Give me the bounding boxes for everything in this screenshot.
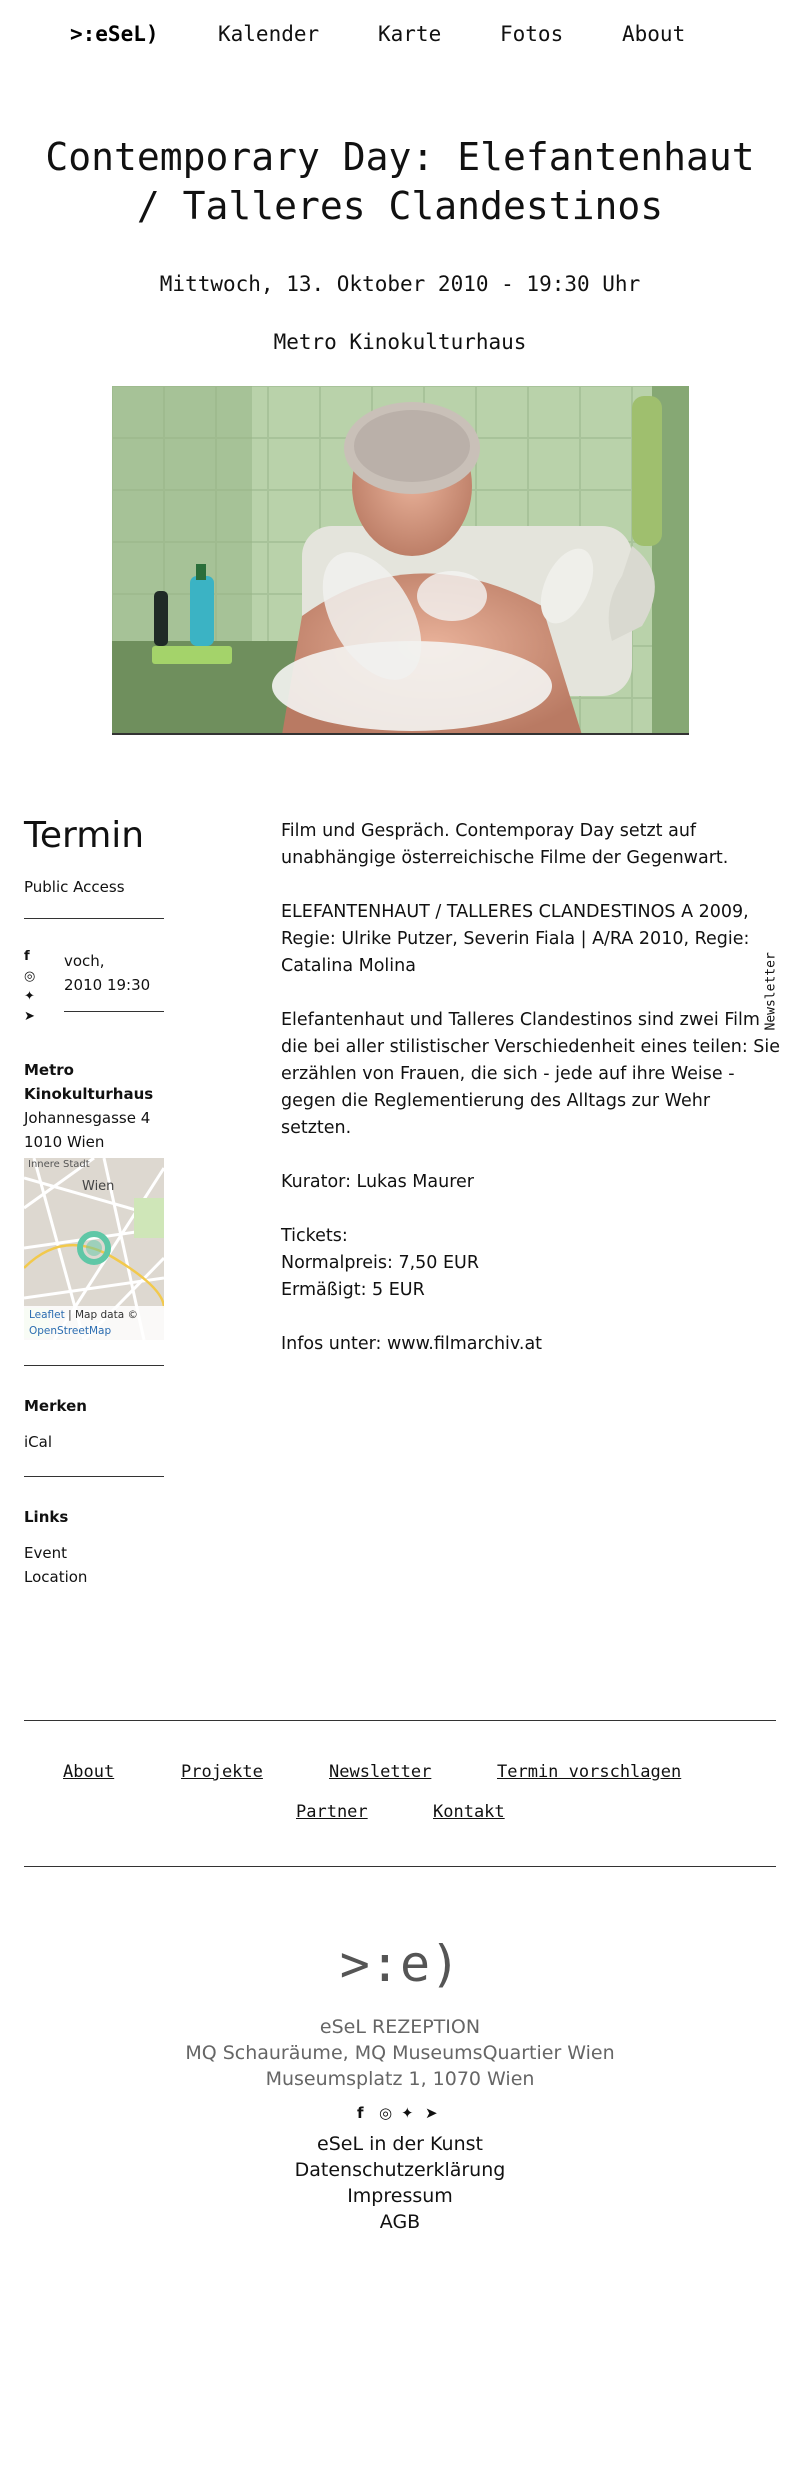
- twitter-icon[interactable]: ✦: [401, 2104, 414, 2122]
- event-location: Metro Kinokulturhaus: [273, 330, 527, 354]
- nav-link-kalender[interactable]: Kalender: [218, 22, 320, 46]
- description-intro: Film und Gespräch. Contemporay Day setzt auf unabhängige österreichische Filme der Gegenwart.: [281, 821, 729, 868]
- sidebar-date-line-2: 2010 19:30: [64, 976, 151, 994]
- instagram-icon[interactable]: ◎: [379, 2104, 393, 2122]
- map-data-text: | Map data ©: [64, 1309, 138, 1321]
- map-attribution: [24, 1306, 164, 1340]
- event-description: [281, 818, 781, 1385]
- location-link[interactable]: Location: [24, 1568, 88, 1586]
- share-icons: [24, 947, 40, 1027]
- nav-link-about[interactable]: About: [622, 22, 686, 46]
- event-date: Mittwoch, 13. Oktober 2010 - 19:30 Uhr: [159, 272, 641, 296]
- site-logo[interactable]: >:eSeL): [70, 22, 159, 46]
- footer-link-partner[interactable]: Partner: [296, 1802, 368, 1822]
- map-city-label: Wien: [82, 1179, 115, 1194]
- nav-link-karte[interactable]: Karte: [378, 22, 442, 46]
- sidebar-date-line-1: voch,: [64, 952, 105, 970]
- sidebar-divider: [24, 1365, 164, 1366]
- footer-divider: [24, 1866, 776, 1867]
- newsletter-tab[interactable]: [760, 948, 780, 1033]
- sidebar-divider: [24, 918, 164, 919]
- newsletter-tab-label: Newsletter: [763, 952, 779, 1031]
- top-navigation: [0, 22, 800, 52]
- telegram-icon[interactable]: ➤: [24, 1009, 35, 1024]
- footer-link-newsletter[interactable]: Newsletter: [329, 1762, 432, 1782]
- footer-link-termin-vorschlagen[interactable]: Termin vorschlagen: [497, 1762, 682, 1782]
- sidebar-divider: [64, 1011, 164, 1012]
- location-map[interactable]: [24, 1158, 164, 1340]
- venue-street: Johannesgasse 4: [24, 1109, 151, 1127]
- info-line: Infos unter: www.filmarchiv.at: [281, 1334, 543, 1354]
- venue-name[interactable]: Metro Kinokulturhaus: [24, 1061, 154, 1103]
- footer-divider: [24, 1720, 776, 1721]
- footer-social-icons: [355, 2104, 445, 2122]
- merken-label: Merken: [24, 1397, 87, 1415]
- curator: Kurator: Lukas Maurer: [281, 1172, 474, 1192]
- price-normal: Normalpreis: 7,50 EUR: [281, 1253, 479, 1273]
- tickets: [281, 1223, 781, 1304]
- description-body: Elefantenhaut und Talleres Clandestinos sind zwei Film die bei aller stilistischer Verschiedenheit eines teilen: Sie erzählen von Frauen, die sich - jede auf ihre Weise - gegen die Reglementierung des Alltags zur Wehr setzten.: [281, 1010, 781, 1138]
- map-district-label: Innere Stadt: [28, 1159, 90, 1170]
- event-link[interactable]: Event: [24, 1544, 67, 1562]
- sidebar-heading: Termin: [24, 815, 145, 856]
- event-title: Contemporary Day: Elefantenhaut / Talleres Clandestinos: [45, 135, 755, 228]
- tickets-label: Tickets:: [281, 1226, 348, 1246]
- org-address: Museumsplatz 1, 1070 Wien: [265, 2068, 535, 2090]
- facebook-icon[interactable]: f: [357, 2104, 364, 2122]
- telegram-icon[interactable]: ➤: [425, 2104, 438, 2122]
- links-label: Links: [24, 1508, 69, 1526]
- footer-link-projekte[interactable]: Projekte: [181, 1762, 263, 1782]
- sidebar-divider: [24, 1476, 164, 1477]
- nav-link-fotos[interactable]: Fotos: [500, 22, 564, 46]
- footer-logo[interactable]: >:e): [339, 1935, 461, 1993]
- footer-link-esel-in-der-kunst[interactable]: eSeL in der Kunst: [317, 2133, 483, 2155]
- footer-link-impressum[interactable]: Impressum: [347, 2185, 453, 2207]
- venue-city: 1010 Wien: [24, 1133, 105, 1151]
- org-place: MQ Schauräume, MQ MuseumsQuartier Wien: [185, 2042, 615, 2064]
- footer-link-kontakt[interactable]: Kontakt: [433, 1802, 505, 1822]
- ical-link[interactable]: iCal: [24, 1433, 53, 1451]
- osm-link[interactable]: OpenStreetMap: [29, 1325, 112, 1337]
- footer-link-datenschutz[interactable]: Datenschutzerklärung: [294, 2159, 506, 2181]
- instagram-icon[interactable]: ◎: [24, 969, 36, 984]
- price-reduced: Ermäßigt: 5 EUR: [281, 1280, 425, 1300]
- event-image: [112, 386, 689, 735]
- description-films: ELEFANTENHAUT / TALLERES CLANDESTINOS A 2009, Regie: Ulrike Putzer, Severin Fiala | A/RA 2010, Regie: Catalina Molina: [281, 902, 750, 976]
- org-name: eSeL REZEPTION: [319, 2016, 481, 2038]
- footer-link-about[interactable]: About: [63, 1762, 115, 1782]
- twitter-icon[interactable]: ✦: [24, 989, 35, 1004]
- facebook-icon[interactable]: f: [24, 949, 30, 964]
- footer-link-agb[interactable]: AGB: [379, 2211, 421, 2233]
- leaflet-link[interactable]: Leaflet: [29, 1309, 65, 1321]
- access-type: Public Access: [24, 878, 125, 896]
